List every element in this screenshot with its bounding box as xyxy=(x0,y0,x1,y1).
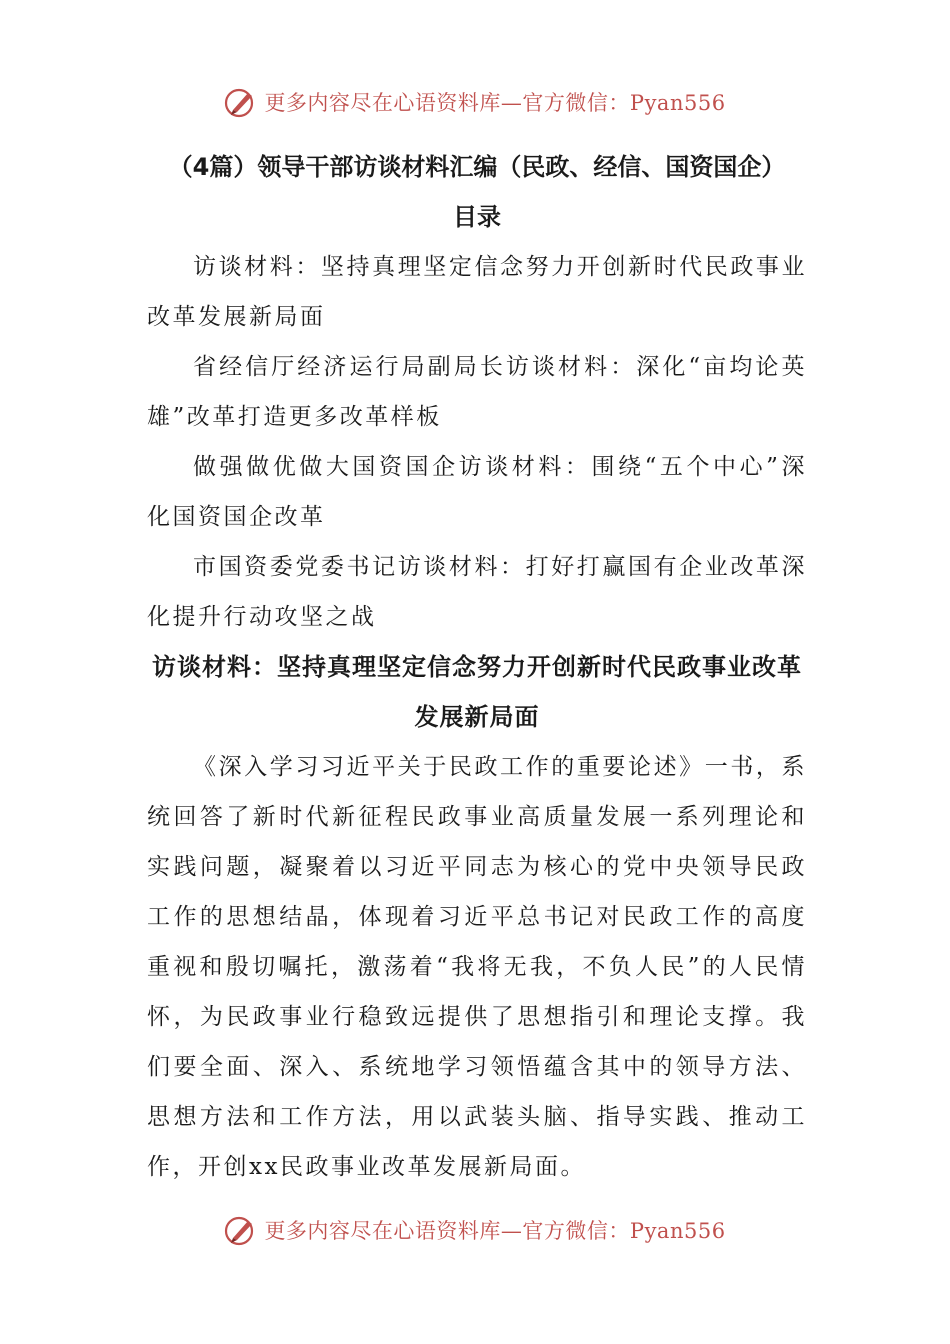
toc-item: 省经信厅经济运行局副局长访谈材料：深化“亩均论英雄”改革打造更多改革样板 xyxy=(147,354,807,430)
toc-item: 做强做优做大国资国企访谈材料：围绕“五个中心”深化国资国企改革 xyxy=(147,454,807,530)
document-title: （4篇）领导干部访谈材料汇编（民政、经信、国资国企） xyxy=(168,153,786,181)
toc-item: 市国资委党委书记访谈材料：打好打赢国有企业改革深化提升行动攻坚之战 xyxy=(147,554,807,630)
document-body xyxy=(147,142,807,1192)
section-title: 访谈材料：坚持真理坚定信念努力开创新时代民政事业改革发展新局面 xyxy=(152,653,802,731)
banner-text: 更多内容尽在心语资料库—官方微信：Pyan556 xyxy=(264,91,726,115)
pen-logo-icon xyxy=(224,1213,258,1247)
toc-heading: 目录 xyxy=(453,203,501,231)
toc-item: 访谈材料：坚持真理坚定信念努力开创新时代民政事业改革发展新局面 xyxy=(147,254,807,330)
body-paragraph: 《深入学习习近平关于民政工作的重要论述》一书，系统回答了新时代新征程民政事业高质量发展一系列理论和实践问题，凝聚着以习近平同志为核心的党中央领导民政工作的思想结晶，体现着习近平总书记对民政工作的高度重视和殷切嘱托，激荡着“我将无我，不负人民”的人民情怀，为民政事业行稳致远提供了思想指引和理论支撑。我们要全面、深入、系统地学习领悟蕴含其中的领导方法、思想方法和工作方法，用以武装头脑、指导实践、推动工作，开创xx民政事业改革发展新局面。 xyxy=(147,754,807,1180)
header-banner xyxy=(0,80,950,124)
footer-banner xyxy=(0,1208,950,1252)
banner-text: 更多内容尽在心语资料库—官方微信：Pyan556 xyxy=(264,1219,726,1243)
pen-logo-icon xyxy=(224,85,258,119)
